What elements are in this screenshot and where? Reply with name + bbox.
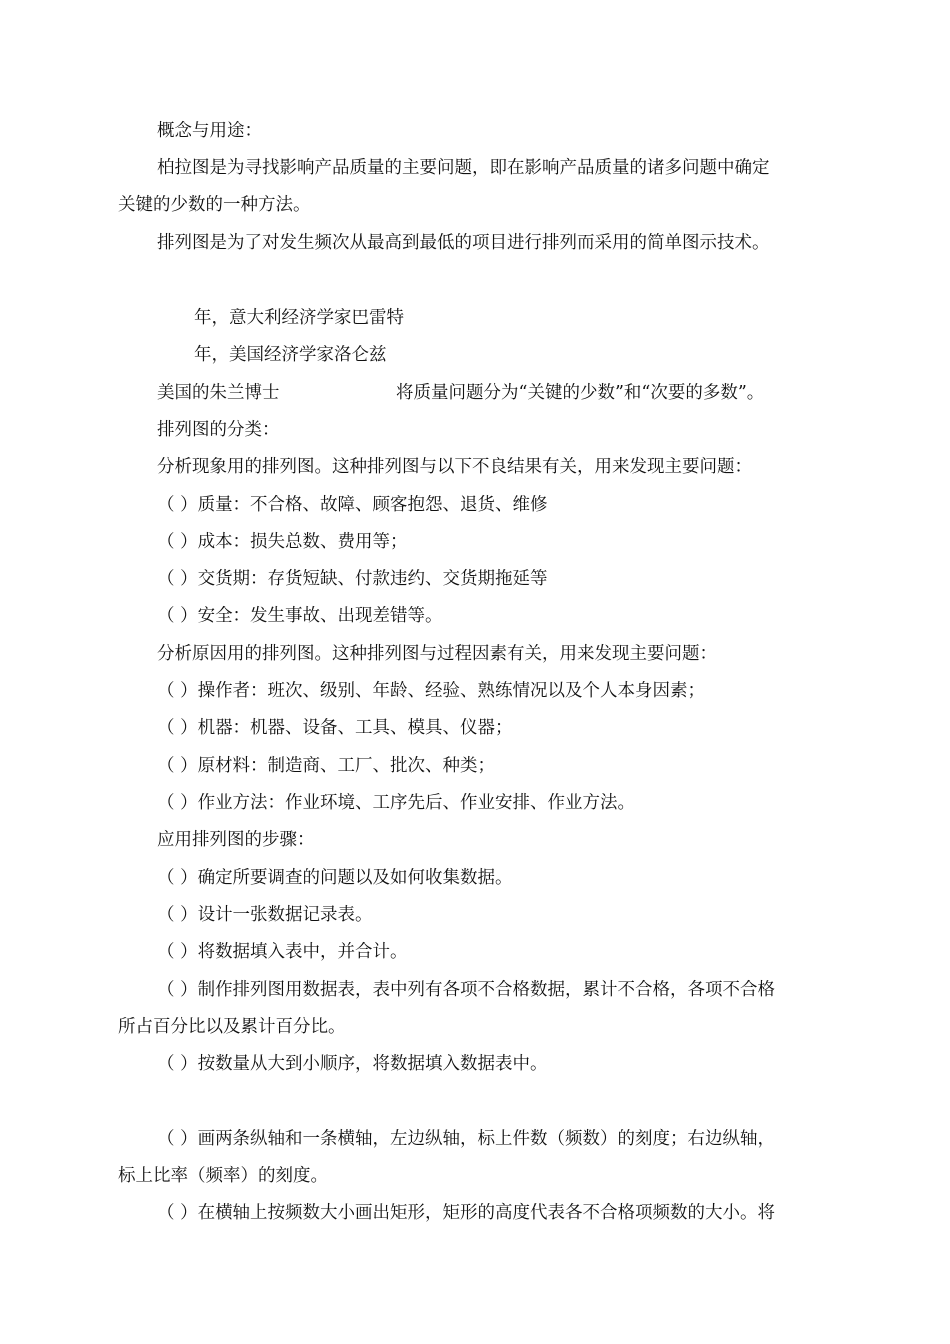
step-item: （ ）设计一张数据记录表。 (157, 905, 373, 925)
paragraph-line: 关键的少数的一种方法。 (118, 195, 311, 215)
step-item: （ ）确定所要调查的问题以及如何收集数据。 (157, 868, 513, 888)
step-item: （ ）在横轴上按频数大小画出矩形，矩形的高度代表各不合格项频数的大小。将 (157, 1203, 776, 1223)
list-item: （ ）安全：发生事故、出现差错等。 (157, 606, 443, 626)
step-item: （ ）将数据填入表中，并合计。 (157, 942, 408, 962)
list-item: （ ）质量：不合格、故障、顾客抱怨、退货、维修 (157, 495, 548, 515)
list-item: （ ）机器：机器、设备、工具、模具、仪器； (157, 718, 513, 738)
paragraph-line: 分析原因用的排列图。这种排列图与过程因素有关，用来发现主要问题： (157, 644, 717, 664)
step-item: （ ）画两条纵轴和一条横轴，左边纵轴，标上件数（频数）的刻度；右边纵轴， (157, 1129, 776, 1149)
paragraph-line: 排列图是为了对发生频次从最高到最低的项目进行排列而采用的简单图示技术。 (157, 233, 770, 253)
history-line: 年，美国经济学家洛仑兹 (194, 345, 387, 365)
heading-steps: 应用排列图的步骤： (157, 830, 315, 850)
history-line: 年，意大利经济学家巴雷特 (194, 308, 404, 328)
step-item: （ ）制作排列图用数据表，表中列有各项不合格数据，累计不合格，各项不合格 (157, 980, 776, 1000)
list-item: （ ）操作者：班次、级别、年龄、经验、熟练情况以及个人本身因素； (157, 681, 706, 701)
history-line-continuation: 将质量问题分为“关键的少数”和“次要的多数”。 (396, 383, 765, 403)
heading-concept: 概念与用途： (157, 121, 262, 141)
heading-classification: 排列图的分类： (157, 420, 280, 440)
step-item-continuation: 标上比率（频率）的刻度。 (118, 1166, 328, 1186)
step-item: （ ）按数量从大到小顺序，将数据填入数据表中。 (157, 1054, 548, 1074)
paragraph-line: 柏拉图是为寻找影响产品质量的主要问题，即在影响产品质量的诸多问题中确定 (157, 158, 770, 178)
history-line: 美国的朱兰博士 (157, 383, 280, 403)
step-item-continuation: 所占百分比以及累计百分比。 (118, 1017, 346, 1037)
list-item: （ ）原材料：制造商、工厂、批次、种类； (157, 756, 496, 776)
list-item: （ ）成本：损失总数、费用等； (157, 532, 408, 552)
list-item: （ ）交货期：存货短缺、付款违约、交货期拖延等 (157, 569, 548, 589)
paragraph-line: 分析现象用的排列图。这种排列图与以下不良结果有关，用来发现主要问题： (157, 457, 752, 477)
list-item: （ ）作业方法：作业环境、工序先后、作业安排、作业方法。 (157, 793, 636, 813)
